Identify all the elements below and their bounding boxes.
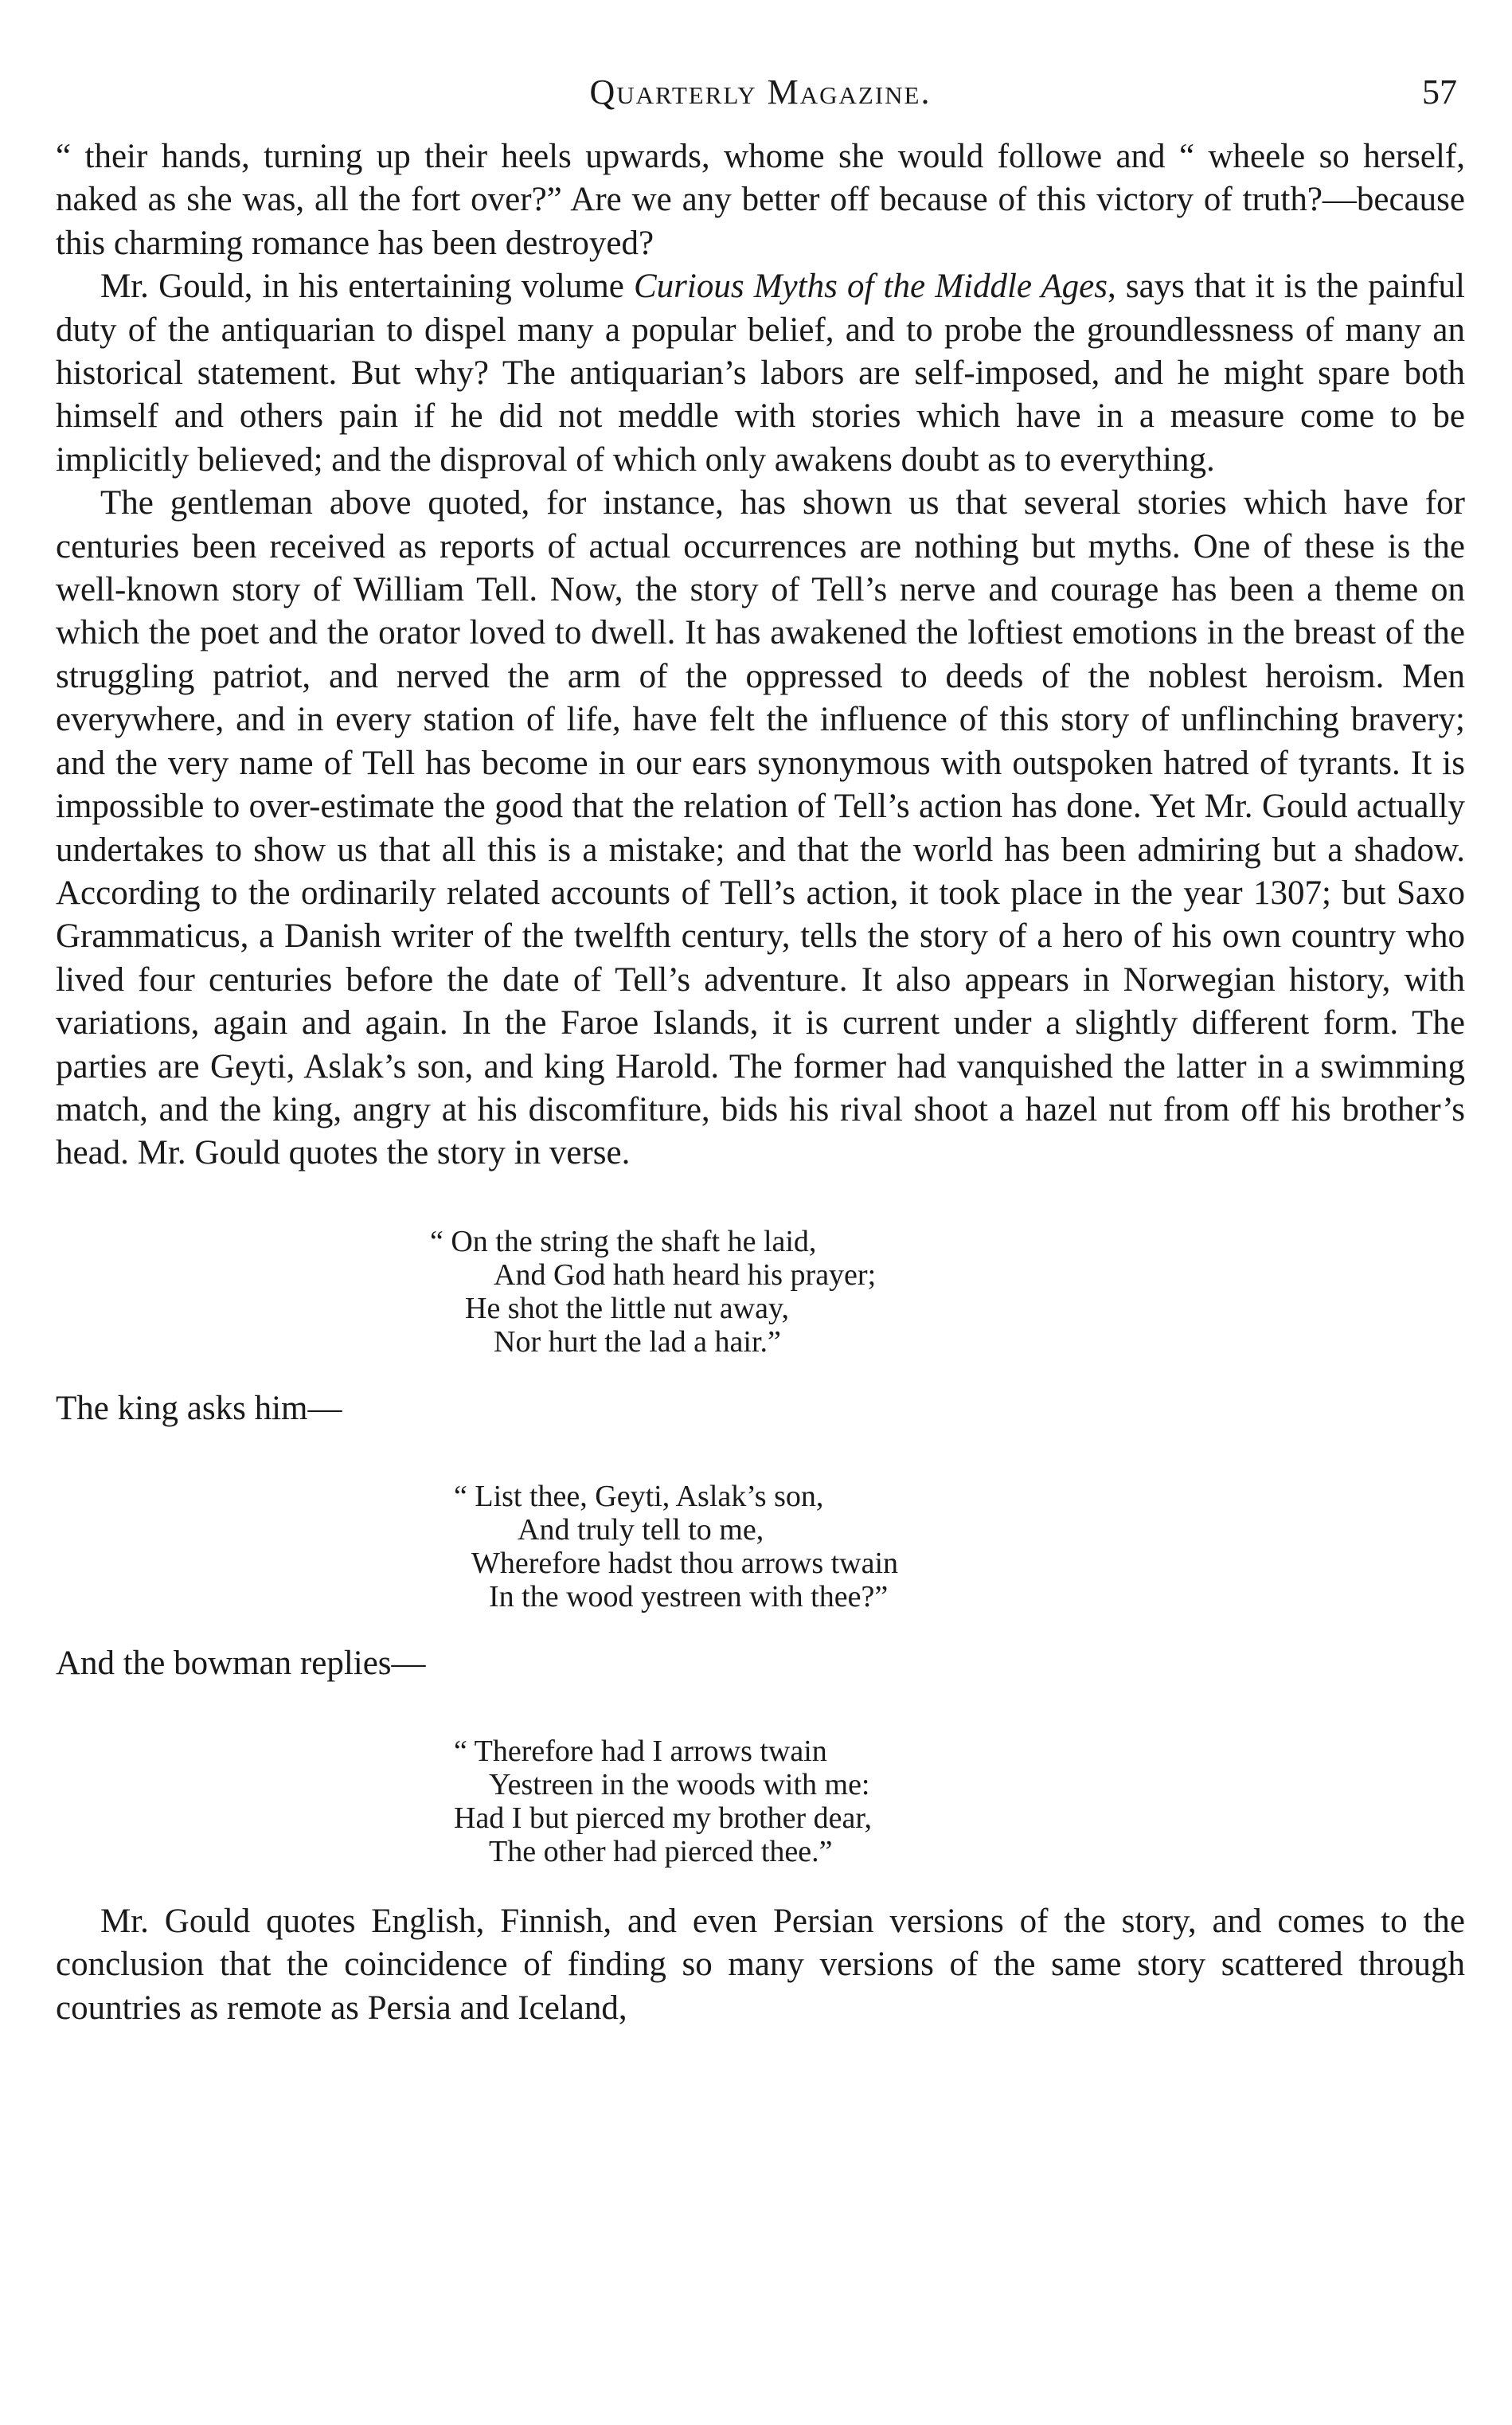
paragraph-1: “ their hands, turning up their heels upwards, whome she would followe and “ wheele so herself, naked as she was, all the fort over?” Are we any better off because of this victory of truth?—because this charming romance has been destroyed?	[56, 138, 1465, 262]
verse-line: “ On the string the shaft he laid,	[430, 1224, 817, 1258]
verse-line: And truly tell to me,	[518, 1512, 764, 1547]
interlude-king-asks: The king asks him—	[56, 1389, 342, 1427]
verse-stanza-1	[56, 1225, 1465, 1359]
paragraph-3: The gentleman above quoted, for instance, has shown us that several stories which have for centuries been received as reports of actual occurrences are nothing but myths. One of these is the well-known story of William Tell. Now, the story of Tell’s nerve and courage has been a theme on which the poet and the orator loved to dwell. It has awakened the loftiest emotions in the breast of the struggling patriot, and nerved the arm of the oppressed to deeds of the noblest heroism. Men everywhere, and in every station of life, have felt the influence of this story of unflinching bravery; and the very name of Tell has become in our ears synonymous with outspoken hatred of tyrants. It is impossible to over-estimate the good that the relation of Tell’s action has done. Yet Mr. Gould actually undertakes to show us that all this is a mistake; and that the world has been admiring but a shadow. According to the ordinarily related accounts of Tell’s action, it took place in the year 1307; but Saxo Grammaticus, a Danish writer of the twelfth century, tells the story of a hero of his own country who lived four centuries before the date of Tell’s adventure. It also appears in Norwegian history, with variations, again and again. In the Faroe Islands, it is current under a slightly different form. The parties are Geyti, Aslak’s son, and king Harold. The former had vanquished the latter in a swimming match, and the king, angry at his discomfiture, bids his rival shoot a hazel nut from off his brother’s head. Mr. Gould quotes the story in verse.	[56, 484, 1465, 1172]
verse-line: Yestreen in the woods with me:	[489, 1767, 870, 1801]
verse-line: Had I but pierced my brother dear,	[454, 1801, 872, 1835]
running-head	[56, 72, 1465, 135]
closing-text	[56, 1900, 1465, 2030]
book-page	[56, 72, 1465, 2030]
paragraph-2-after: , says that it is the painful duty of the antiquarian to dispel many a popular belief, and to probe the groundlessness of many an historical statement. But why? The antiquarian’s labors are self-imposed, and he might spare both himself and others pain if he did not meddle with stories which have in a measure come to be implicitly believed; and the disproval of which only awakens doubt as to everything.	[56, 268, 1465, 479]
body-text	[56, 135, 1465, 1175]
verse-stanza-2	[56, 1480, 1465, 1613]
interlude-bowman-replies: And the bowman replies—	[56, 1644, 426, 1682]
verse-line: The other had pierced thee.”	[489, 1834, 833, 1868]
verse-line: And God hath heard his prayer;	[494, 1257, 877, 1292]
verse-line: In the wood yestreen with thee?”	[489, 1579, 889, 1613]
verse-line: He shot the little nut away,	[465, 1291, 789, 1325]
paragraph-closing: Mr. Gould quotes English, Finnish, and even Persian versions of the story, and comes to the conclusion that the coincidence of finding so many versions of the same story scattered through countries as remote as Persia and Iceland,	[56, 1902, 1465, 2027]
verse-line: Wherefore hadst thou arrows twain	[471, 1546, 899, 1580]
verse-line: “ List thee, Geyti, Aslak’s son,	[454, 1479, 824, 1513]
verse-line: Nor hurt the lad a hair.”	[494, 1324, 781, 1359]
paragraph-2	[56, 265, 1465, 482]
verse-stanza-3	[56, 1735, 1465, 1868]
page-number: 57	[1422, 72, 1457, 111]
book-title: Curious Myths of the Middle Ages	[634, 268, 1108, 306]
running-title: Quarterly Magazine.	[589, 72, 932, 111]
paragraph-2-before: Mr. Gould, in his entertaining volume	[100, 268, 634, 306]
verse-line: “ Therefore had I arrows twain	[454, 1734, 827, 1768]
